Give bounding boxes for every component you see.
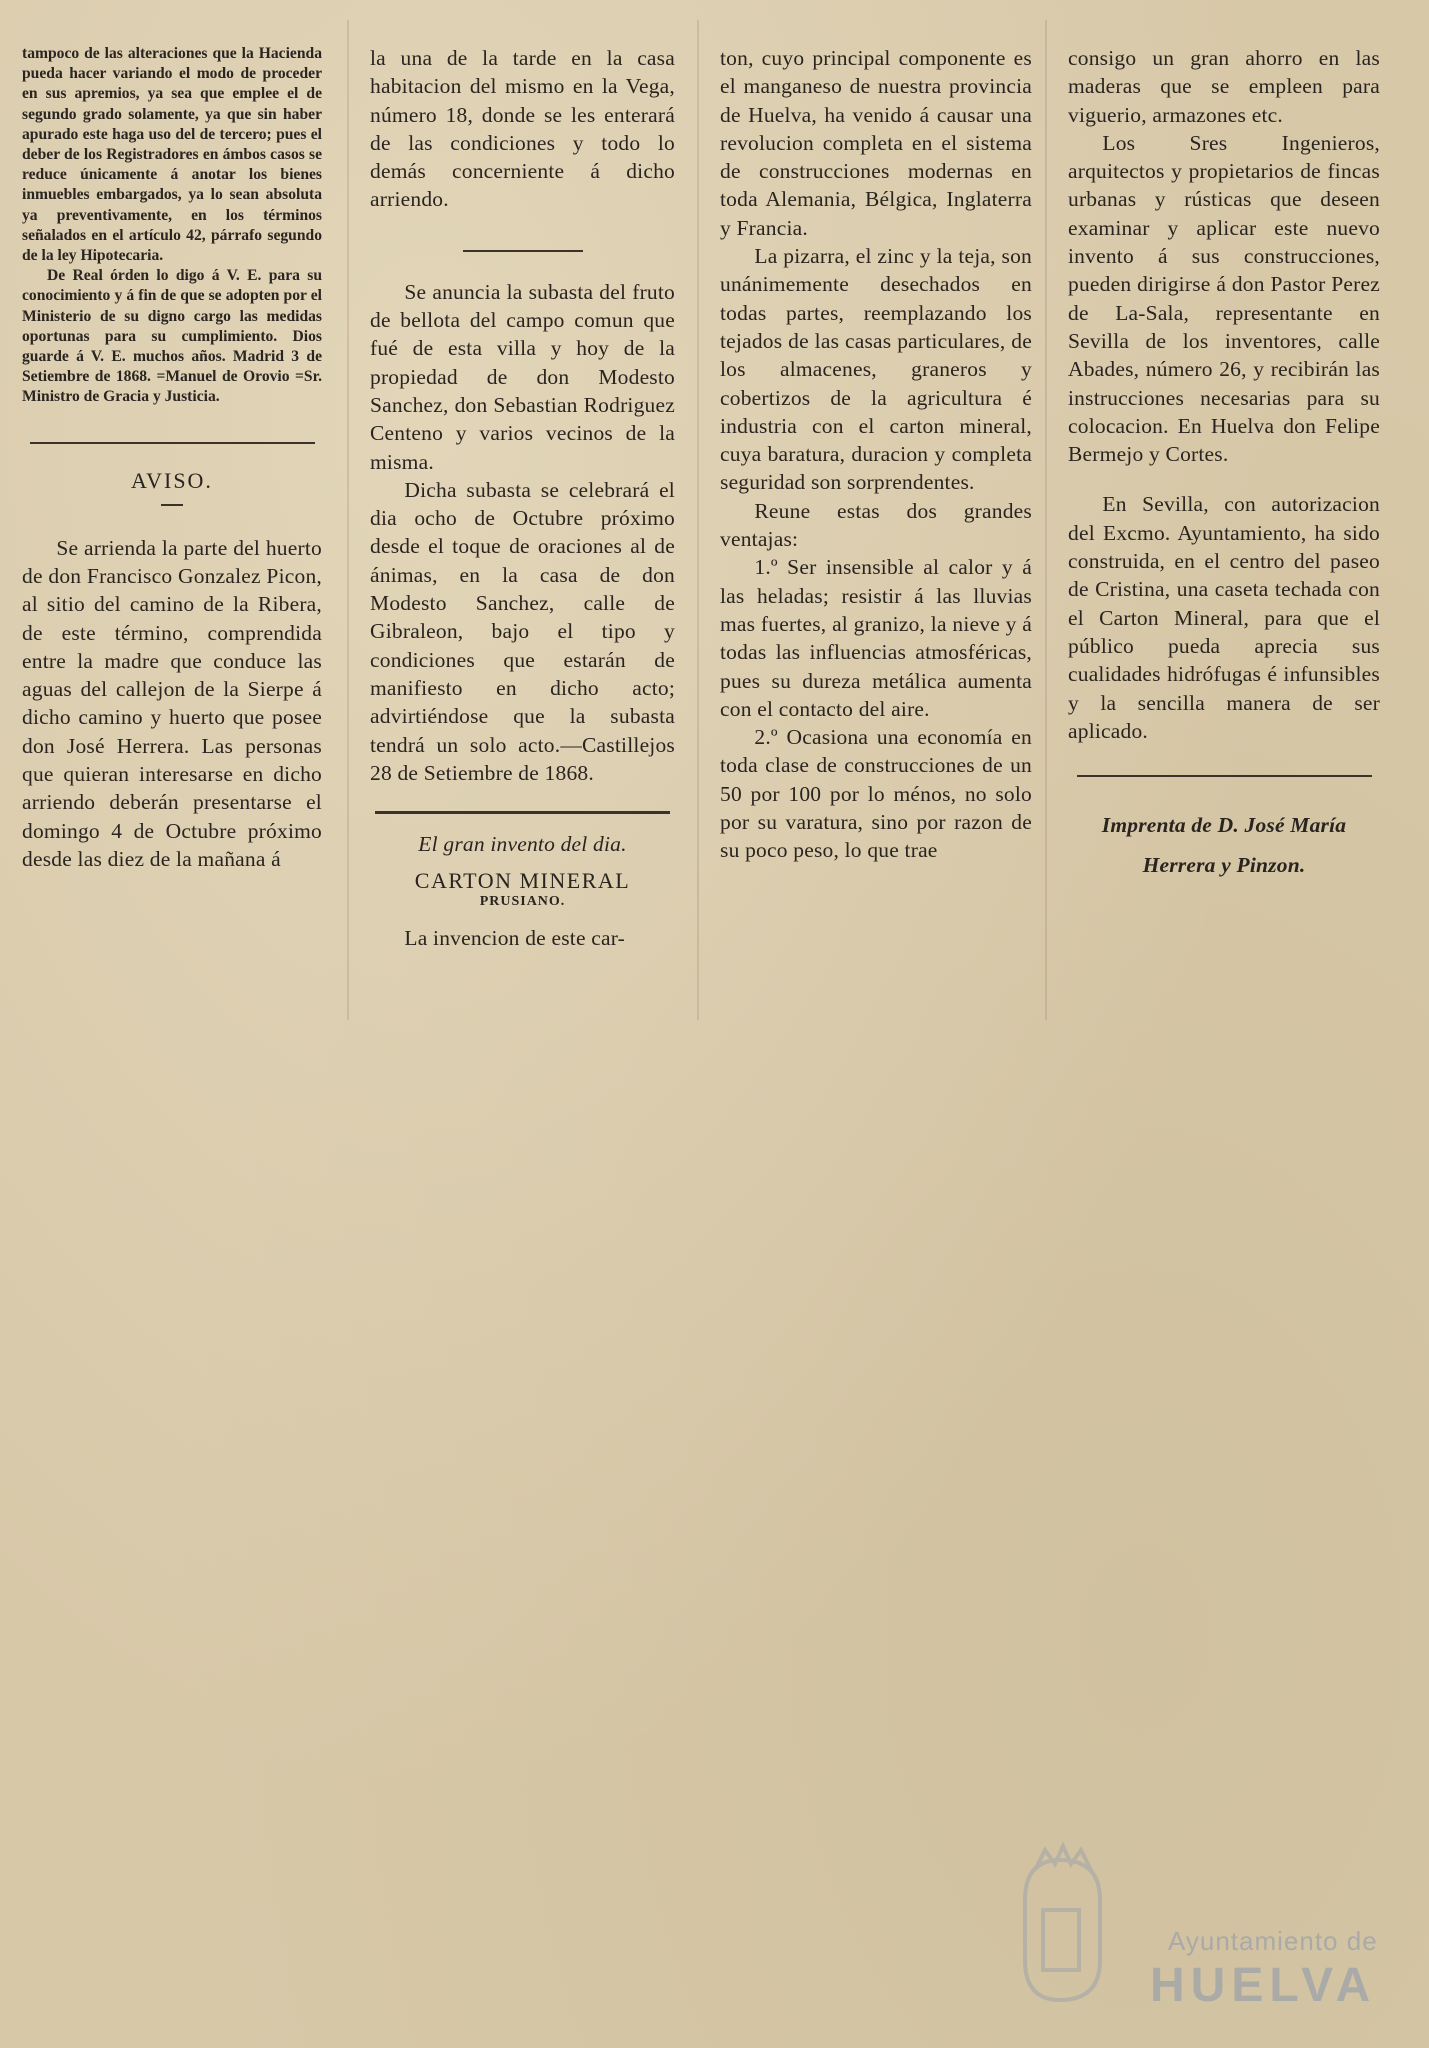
column-gutter — [347, 20, 349, 1020]
column-4 — [1068, 44, 1380, 880]
invento-title: El gran invento del dia. — [418, 832, 627, 857]
decree-paragraph: tampoco de las alteraciones que la Hacienda pueda hacer variando el modo de proceder en sus apremios, ya sea que emplee el de segundo grado solamente, ya que sin haber apurado este haga uso del de tercero; pues el deber de los Registradores en ámbos casos se reduce únicamente á anotar los bienes inmuebles embargados, ya lo sean absoluta ya preventivamente, en los términos señalados en el artículo 42, párrafo segundo de la ley Hipotecaria. — [22, 45, 322, 265]
carton-paragraph-4: consigo un gran ahorro en las maderas que se empleen para viguerio, armazones etc. — [1068, 46, 1380, 127]
carton-paragraph-3: Reune estas dos grandes ventajas: — [720, 498, 1032, 552]
column-2 — [370, 44, 675, 953]
aviso-continuation: la una de la tarde en la casa habitacion del mismo en la Vega, número 18, donde se les enterará de las condiciones y todo lo demás concerniente á dicho arriendo. — [370, 46, 675, 212]
carton-paragraph-5: Los Sres Ingenieros, arquitectos y propietarios de fincas urbanas y rústicas que deseen examinar y aplicar este nuevo invento á sus construcciones, pueden dirigirse á don Pastor Perez de La-Sala, representante en Sevilla de los inventores, calle Abades, número 26, y recibirán las instrucciones necesarias para su colocacion. En Huelva don Felipe Bermejo y Cortes. — [1068, 130, 1380, 467]
column-gutter — [1045, 20, 1047, 1020]
column-1 — [22, 44, 322, 873]
decree-closing: De Real órden lo digo á V. E. para su conocimiento y á fin de que se adopten por el Ministerio de su digno cargo las medidas oportunas para su cumplimiento. Dios guarde á V. E. muchos años. Madrid 3 de Setiembre de 1868. =Manuel de Orovio =Sr. Ministro de Gracia y Justicia. — [22, 267, 322, 406]
carton-advantage-1: 1.º Ser insensible al calor y á las heladas; resistir á las lluvias mas fuertes, al granizo, la nieve y á todas las influencias atmosféricas, pues su dureza metálica aumenta con el contacto del aire. — [720, 555, 1032, 721]
carton-paragraph-6: En Sevilla, con autorizacion del Excmo. Ayuntamiento, ha sido construida, en el centro del paseo de Cristina, una caseta techada con el Carton Mineral, para que el público pueda aprecia sus cualidades hidrófugas é infunsibles y la sencilla manera de ser aplicado. — [1068, 492, 1380, 743]
imprenta-line-1: Imprenta de D. José María — [1101, 813, 1347, 838]
carton-advantage-2: 2.º Ocasiona una economía en toda clase de construcciones de un 50 por 100 por lo ménos, no solo por su varatura, sino por razon de su poco peso, lo que trae — [720, 725, 1032, 863]
watermark-line-2: HUELVA — [1150, 1959, 1377, 2012]
column-3 — [720, 44, 1032, 865]
imprenta-line-2: Herrera y Pinzon. — [1142, 853, 1306, 878]
column-gutter — [697, 20, 699, 1020]
carton-title: CARTON MINERAL — [414, 868, 631, 894]
carton-subtitle: PRUSIANO. — [479, 894, 566, 910]
aviso-heading: AVISO. — [131, 467, 213, 493]
carton-paragraph-2: La pizarra, el zinc y la teja, son unánimemente desechados en todas partes, reemplazando los tejados de las casas particulares, de los almacenes, graneros y cobertizos de la agricultura é industria con el carton mineral, cuya baratura, duracion y completa seguridad son sorprendentes. — [720, 244, 1032, 495]
subasta-paragraph-2: Dicha subasta se celebrará el dia ocho de Octubre próximo desde el toque de oraciones al de ánimas, en la casa de don Modesto Sanchez, calle de Gibraleon, bajo el tipo y condiciones que estarán de manifiesto en dicho acto; advirtiéndose que la subasta tendrá un solo acto.—Castillejos 28 de Setiembre de 1868. — [370, 477, 675, 785]
carton-paragraph-1: ton, cuyo principal componente es el manganeso de nuestra provincia de Huelva, ha venido á causar una revolucion completa en el sistema de construcciones modernas en toda Alemania, Bélgica, Inglaterra y Francia. — [720, 46, 1032, 240]
watermark-line-1: Ayuntamiento de — [1168, 1926, 1378, 1956]
aviso-text: Se arrienda la parte del huerto de don Francisco Gonzalez Picon, al sitio del camino de la Ribera, de este término, comprendida entre la madre que conduce las aguas del callejon de la Sierpe á dicho camino y huerto que posee don José Herrera. Las personas que quieran interesarse en dicho arriendo deberán presentarse el domingo 4 de Octubre próximo desde las diez de la mañana á — [22, 535, 322, 871]
subasta-paragraph-1: Se anuncia la subasta del fruto de bellota del campo comun que fué de esta villa y hoy de la propiedad de don Modesto Sanchez, don Sebastian Rodriguez Centeno y varios vecinos de la misma. — [370, 279, 675, 474]
carton-intro: La invencion de este car- — [404, 926, 626, 951]
